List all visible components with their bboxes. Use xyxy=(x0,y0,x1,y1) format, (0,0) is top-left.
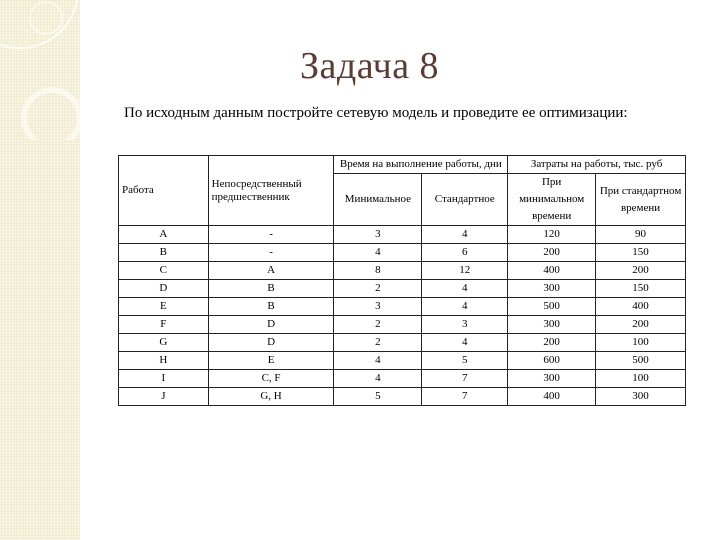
cell-time-std: 12 xyxy=(422,262,508,280)
cell-time-std: 4 xyxy=(422,280,508,298)
table-row xyxy=(119,226,686,244)
cell-time-std: 4 xyxy=(422,226,508,244)
cell-work: H xyxy=(119,352,209,370)
cell-work: A xyxy=(119,226,209,244)
table-row xyxy=(119,298,686,316)
table-row xyxy=(119,370,686,388)
cell-cost-std: 500 xyxy=(596,352,686,370)
cell-work: C xyxy=(119,262,209,280)
cell-time-min: 4 xyxy=(334,370,422,388)
cell-time-min: 3 xyxy=(334,298,422,316)
table-row xyxy=(119,334,686,352)
cell-time-std: 4 xyxy=(422,334,508,352)
cell-predecessor: C, F xyxy=(208,370,334,388)
cell-cost-min: 500 xyxy=(508,298,596,316)
header-time-group: Время на выполнение работы, дни xyxy=(334,156,508,174)
table-row xyxy=(119,244,686,262)
table-row xyxy=(119,262,686,280)
cell-cost-std: 90 xyxy=(596,226,686,244)
cell-cost-std: 200 xyxy=(596,316,686,334)
cell-time-std: 7 xyxy=(422,388,508,406)
cell-work: I xyxy=(119,370,209,388)
cell-work: D xyxy=(119,280,209,298)
cell-work: G xyxy=(119,334,209,352)
data-table xyxy=(118,155,686,406)
cell-time-min: 3 xyxy=(334,226,422,244)
cell-cost-std: 100 xyxy=(596,334,686,352)
cell-time-min: 2 xyxy=(334,334,422,352)
table-row xyxy=(119,388,686,406)
header-time-min: Минимальное xyxy=(334,174,422,226)
cell-time-min: 8 xyxy=(334,262,422,280)
cell-time-min: 5 xyxy=(334,388,422,406)
cell-cost-std: 200 xyxy=(596,262,686,280)
task-description: По исходным данным постройте сетевую модель и проведите ее оптимизации: xyxy=(124,105,628,121)
cell-cost-min: 400 xyxy=(508,388,596,406)
cell-cost-min: 300 xyxy=(508,280,596,298)
cell-cost-min: 200 xyxy=(508,334,596,352)
header-cost-min: При минимальном времени xyxy=(508,174,596,226)
slide-title: Задача 8 xyxy=(300,45,440,87)
cell-time-std: 3 xyxy=(422,316,508,334)
table-header-row xyxy=(119,156,686,174)
cell-cost-min: 400 xyxy=(508,262,596,280)
cell-predecessor: - xyxy=(208,226,334,244)
cell-predecessor: E xyxy=(208,352,334,370)
cell-work: E xyxy=(119,298,209,316)
cell-cost-std: 400 xyxy=(596,298,686,316)
cell-cost-min: 600 xyxy=(508,352,596,370)
cell-time-min: 2 xyxy=(334,280,422,298)
cell-predecessor: D xyxy=(208,334,334,352)
table-row xyxy=(119,280,686,298)
cell-time-std: 7 xyxy=(422,370,508,388)
header-work: Работа xyxy=(119,156,209,226)
cell-cost-std: 150 xyxy=(596,244,686,262)
cell-cost-min: 120 xyxy=(508,226,596,244)
cell-predecessor: D xyxy=(208,316,334,334)
cell-work: J xyxy=(119,388,209,406)
cell-predecessor: B xyxy=(208,298,334,316)
cell-time-std: 6 xyxy=(422,244,508,262)
cell-cost-min: 200 xyxy=(508,244,596,262)
cell-work: F xyxy=(119,316,209,334)
table-row xyxy=(119,316,686,334)
cell-time-std: 4 xyxy=(422,298,508,316)
cell-cost-min: 300 xyxy=(508,316,596,334)
cell-cost-std: 150 xyxy=(596,280,686,298)
cell-time-std: 5 xyxy=(422,352,508,370)
cell-work: B xyxy=(119,244,209,262)
header-cost-std: При стандартном времени xyxy=(596,174,686,226)
cell-cost-std: 300 xyxy=(596,388,686,406)
cell-predecessor: A xyxy=(208,262,334,280)
cell-time-min: 4 xyxy=(334,244,422,262)
decorative-circles xyxy=(0,0,120,140)
cell-time-min: 4 xyxy=(334,352,422,370)
cell-predecessor: - xyxy=(208,244,334,262)
table-row xyxy=(119,352,686,370)
cell-predecessor: B xyxy=(208,280,334,298)
header-time-std: Стандартное xyxy=(422,174,508,226)
cell-cost-min: 300 xyxy=(508,370,596,388)
header-cost-group: Затраты на работы, тыс. руб xyxy=(508,156,686,174)
cell-predecessor: G, H xyxy=(208,388,334,406)
header-predecessor: Непосредственный предшественник xyxy=(208,156,334,226)
cell-time-min: 2 xyxy=(334,316,422,334)
cell-cost-std: 100 xyxy=(596,370,686,388)
